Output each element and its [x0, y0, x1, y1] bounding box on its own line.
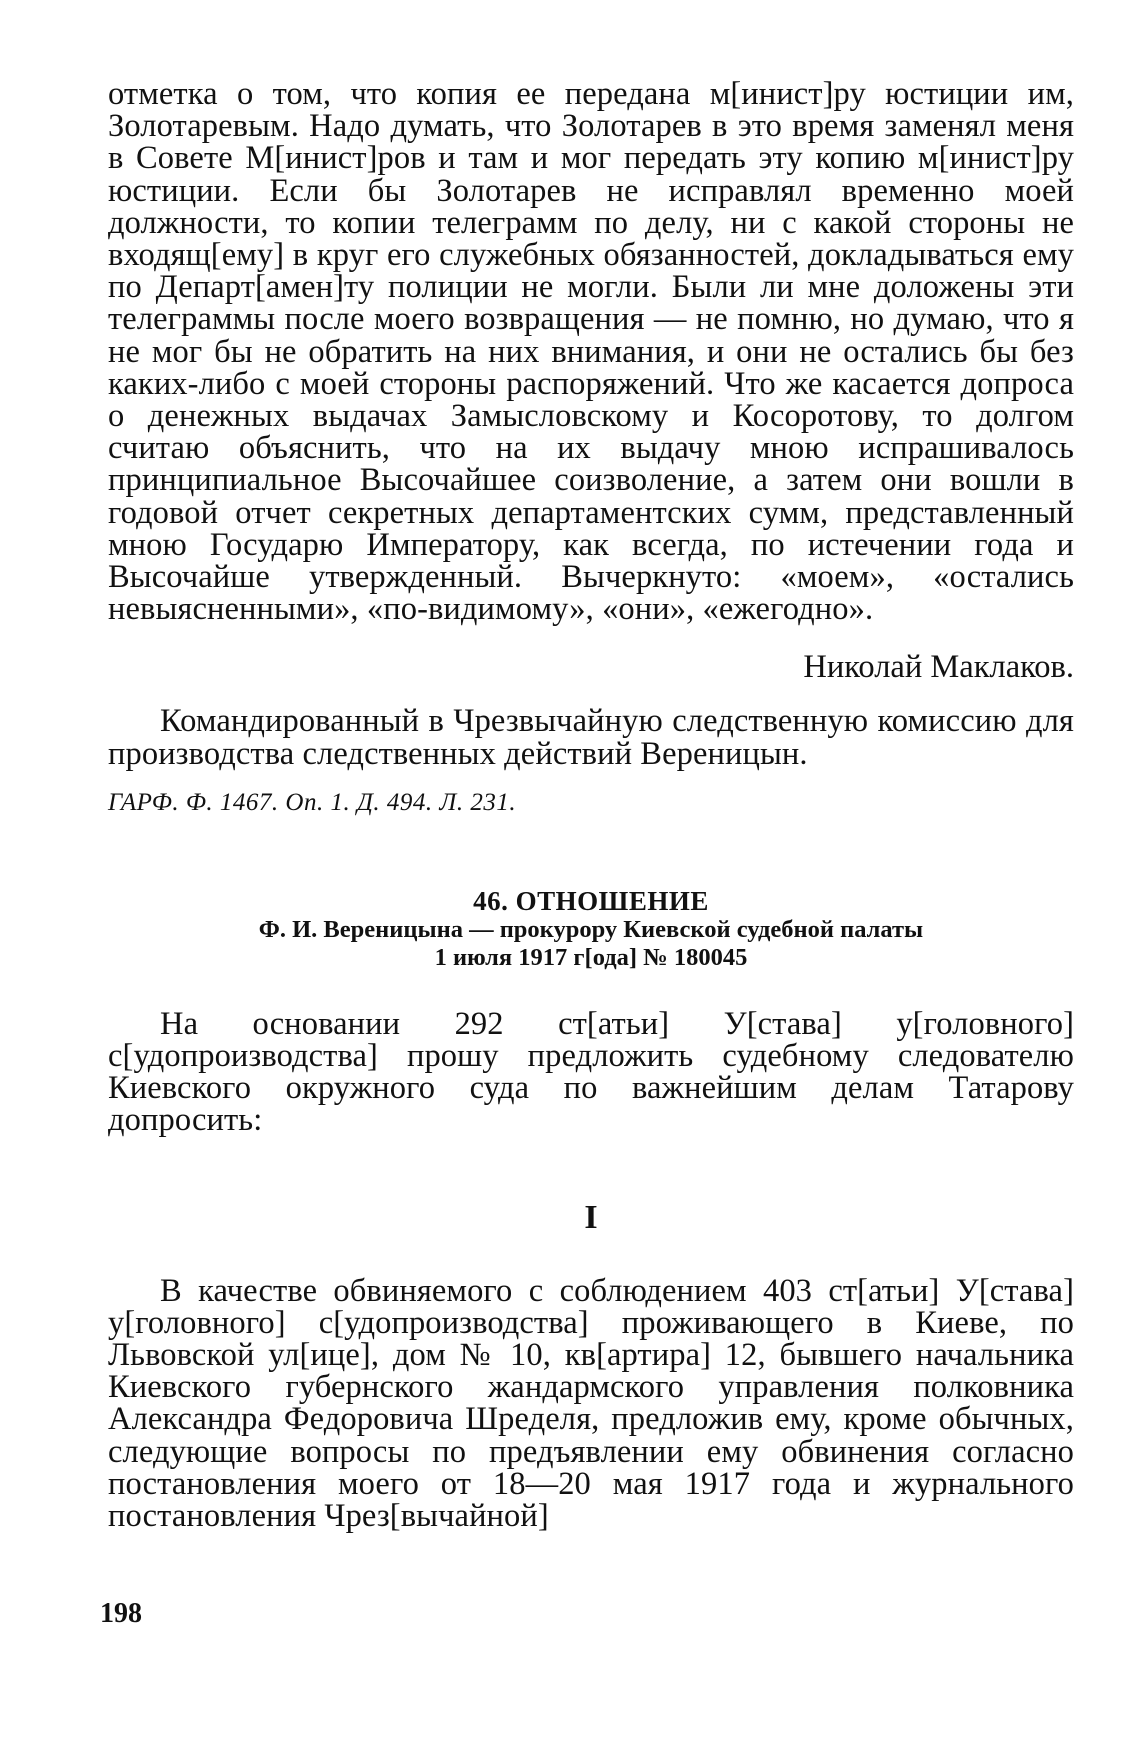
document-title: 46. ОТНОШЕНИЕ [473, 885, 709, 916]
document-subtitle: Ф. И. Вереницына — прокурору Киевской судебной палаты [258, 915, 924, 943]
opening-paragraph: отметка о том, что копия ее передана м[инист]ру юстиции им, Золотаревым. Надо думать, что Золотарев в это время заменял меня в Совете М[инист]ров и там и мог передать эту копию м[инист]ру юстиции. Если бы Золотарев не исправлял временно моей должности, то копии телеграмм по делу, ни с какой стороны не входящ[ему] в круг его служебных обязанностей, докладываться ему по Департ[амен]ту полиции не могли. Были ли мне доложены эти телеграммы после моего возвращения — не помню, но думаю, что я не мог бы не обратить на них внимания, и они не остались бы без каких-либо с моей стороны распоряжений. Что же касается допроса о денежных выдачах Замысловскому и Косоротову, то долгом считаю объяснить, что на их выдачу мною испрашивалось принципиальное Высочайшее соизволение, а затем они вошли в годовой отчет секретных департаментских сумм, представленный мною Государю Императору, как всегда, по истечении года и Высочайше утвержденный. Вычеркнуто: «моем», «остались невыясненными», «по-видимому», «они», «ежегодно». [108, 76, 1074, 628]
commission-note: Командированный в Чрезвычайную следственную комиссию для производства следственных действий Вереницын. [108, 703, 1074, 772]
document-heading [108, 886, 1074, 972]
document-date: 1 июля 1917 г[ода] № 180045 [434, 943, 748, 971]
signature: Николай Маклаков. [803, 649, 1074, 686]
section-numeral: I [584, 1198, 598, 1236]
archive-reference: ГАРФ. Ф. 1467. Оп. 1. Д. 494. Л. 231. [108, 788, 517, 816]
request-paragraph: На основании 292 ст[атьи] У[става] у[головного] с[удопроизводства] прошу предложить судебному следователю Киевского окружного суда по важнейшим делам Татарову допросить: [108, 1005, 1074, 1139]
section-paragraph: В качестве обвиняемого с соблюдением 403 ст[атьи] У[става] у[головного] с[удопроизводства] проживающего в Киеве, по Львовской ул[ице], дом № 10, кв[артира] 12, бывшего начальника Киевского губернского жандармского управления полковника Александра Федоровича Шределя, предложив ему, кроме обычных, следующие вопросы по предъявлении ему обвинения согласно постановления моего от 18—20 мая 1917 года и журнального постановления Чрез[вычайной] [108, 1272, 1074, 1535]
page-body [108, 76, 1074, 1535]
page-number: 198 [100, 1598, 142, 1629]
